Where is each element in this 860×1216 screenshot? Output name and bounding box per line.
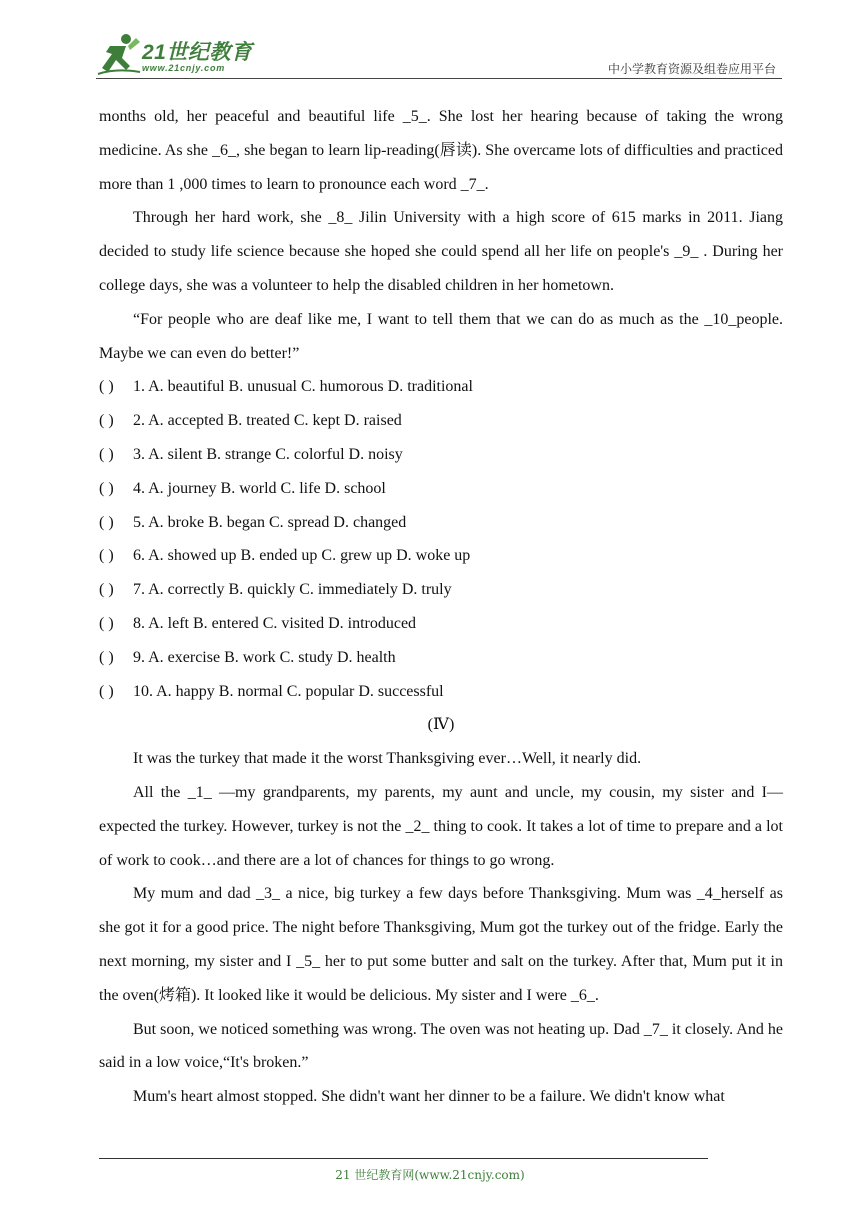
answer-blank[interactable]: ( ) — [99, 412, 114, 430]
question-text: 9. A. exercise B. work C. study D. health — [133, 648, 396, 666]
document-body — [99, 100, 783, 1114]
runner-logo-icon — [96, 32, 142, 78]
section-title: (Ⅳ) — [427, 716, 455, 734]
answer-blank[interactable]: ( ) — [99, 378, 114, 396]
logo-url: www.21cnjy.com — [142, 63, 226, 73]
answer-blank[interactable]: ( ) — [99, 581, 114, 599]
question-text: 2. A. accepted B. treated C. kept D. raised — [133, 412, 402, 430]
answer-blank[interactable]: ( ) — [99, 648, 114, 666]
passage-paragraph: Through her hard work, she _8_ Jilin University with a high score of 615 marks in 2011. Jiang decided to study life science because she hoped she could spend all her life on people's _9_ . During her college days, she was a volunteer to help the disabled children in her hometown. — [99, 209, 783, 294]
footer-text: 21 世纪教育网(www.21cnjy.com) — [335, 1168, 525, 1182]
question-text: 7. A. correctly B. quickly C. immediately D. truly — [133, 581, 452, 599]
question-text: 3. A. silent B. strange C. colorful D. noisy — [133, 445, 403, 463]
passage-paragraph: Mum's heart almost stopped. She didn't want her dinner to be a failure. We didn't know what — [133, 1088, 725, 1106]
question-item — [99, 404, 783, 438]
question-item — [99, 472, 783, 506]
passage-paragraph: It was the turkey that made it the worst Thanksgiving ever…Well, it nearly did. — [133, 750, 642, 768]
passage-paragraph: My mum and dad _3_ a nice, big turkey a few days before Thanksgiving. Mum was _4_herself as she got it for a good price. The night before Thanksgiving, Mum got the turkey out of the fridge. Early the next morning, my sister and I _5_ her to put some butter and salt on the turkey. After that, Mum put it in the oven(烤箱). It looked like it would be delicious. My sister and I were _6_. — [99, 885, 783, 1004]
question-item — [99, 370, 783, 404]
header-tagline: 中小学教育资源及组卷应用平台 — [607, 62, 776, 76]
footer-divider — [99, 1158, 708, 1159]
answer-blank[interactable]: ( ) — [99, 547, 114, 565]
passage-paragraph: But soon, we noticed something was wrong. The oven was not heating up. Dad _7_ it closely. And he said in a low voice,“It's broken.” — [99, 1020, 783, 1072]
question-text: 1. A. beautiful B. unusual C. humorous D. traditional — [133, 378, 473, 396]
question-item — [99, 607, 783, 641]
answer-blank[interactable]: ( ) — [99, 479, 114, 497]
question-text: 10. A. happy B. normal C. popular D. successful — [133, 682, 444, 700]
question-text: 8. A. left B. entered C. visited D. introduced — [133, 614, 417, 632]
question-item — [99, 675, 783, 709]
page-header — [0, 0, 860, 80]
passage-paragraph: “For people who are deaf like me, I want to tell them that we can do as much as the _10_people. Maybe we can even do better!” — [99, 310, 783, 362]
question-list — [99, 370, 783, 708]
question-text: 4. A. journey B. world C. life D. school — [133, 479, 386, 497]
question-item — [99, 506, 783, 540]
question-item — [99, 539, 783, 573]
answer-blank[interactable]: ( ) — [99, 445, 114, 463]
passage-paragraph: months old, her peaceful and beautiful life _5_. She lost her hearing because of taking the wrong medicine. As she _6_, she began to learn lip-reading(唇读). She overcame lots of difficulties and practiced more than 1 ,000 times to learn to pronounce each word _7_. — [99, 108, 783, 193]
answer-blank[interactable]: ( ) — [99, 513, 114, 531]
header-divider — [96, 78, 782, 79]
logo-text: 21世纪教育 — [142, 41, 253, 64]
question-item — [99, 641, 783, 675]
site-logo — [96, 32, 276, 78]
question-item — [99, 438, 783, 472]
answer-blank[interactable]: ( ) — [99, 614, 114, 632]
question-text: 6. A. showed up B. ended up C. grew up D. woke up — [133, 547, 471, 565]
question-text: 5. A. broke B. began C. spread D. changed — [133, 513, 407, 531]
passage-paragraph: All the _1_ —my grandparents, my parents, my aunt and uncle, my cousin, my sister and I—expected the turkey. However, turkey is not the _2_ thing to cook. It takes a lot of time to prepare and a lot of work to cook…and there are a lot of chances for things to go wrong. — [99, 783, 783, 869]
question-item — [99, 573, 783, 607]
answer-blank[interactable]: ( ) — [99, 682, 114, 700]
